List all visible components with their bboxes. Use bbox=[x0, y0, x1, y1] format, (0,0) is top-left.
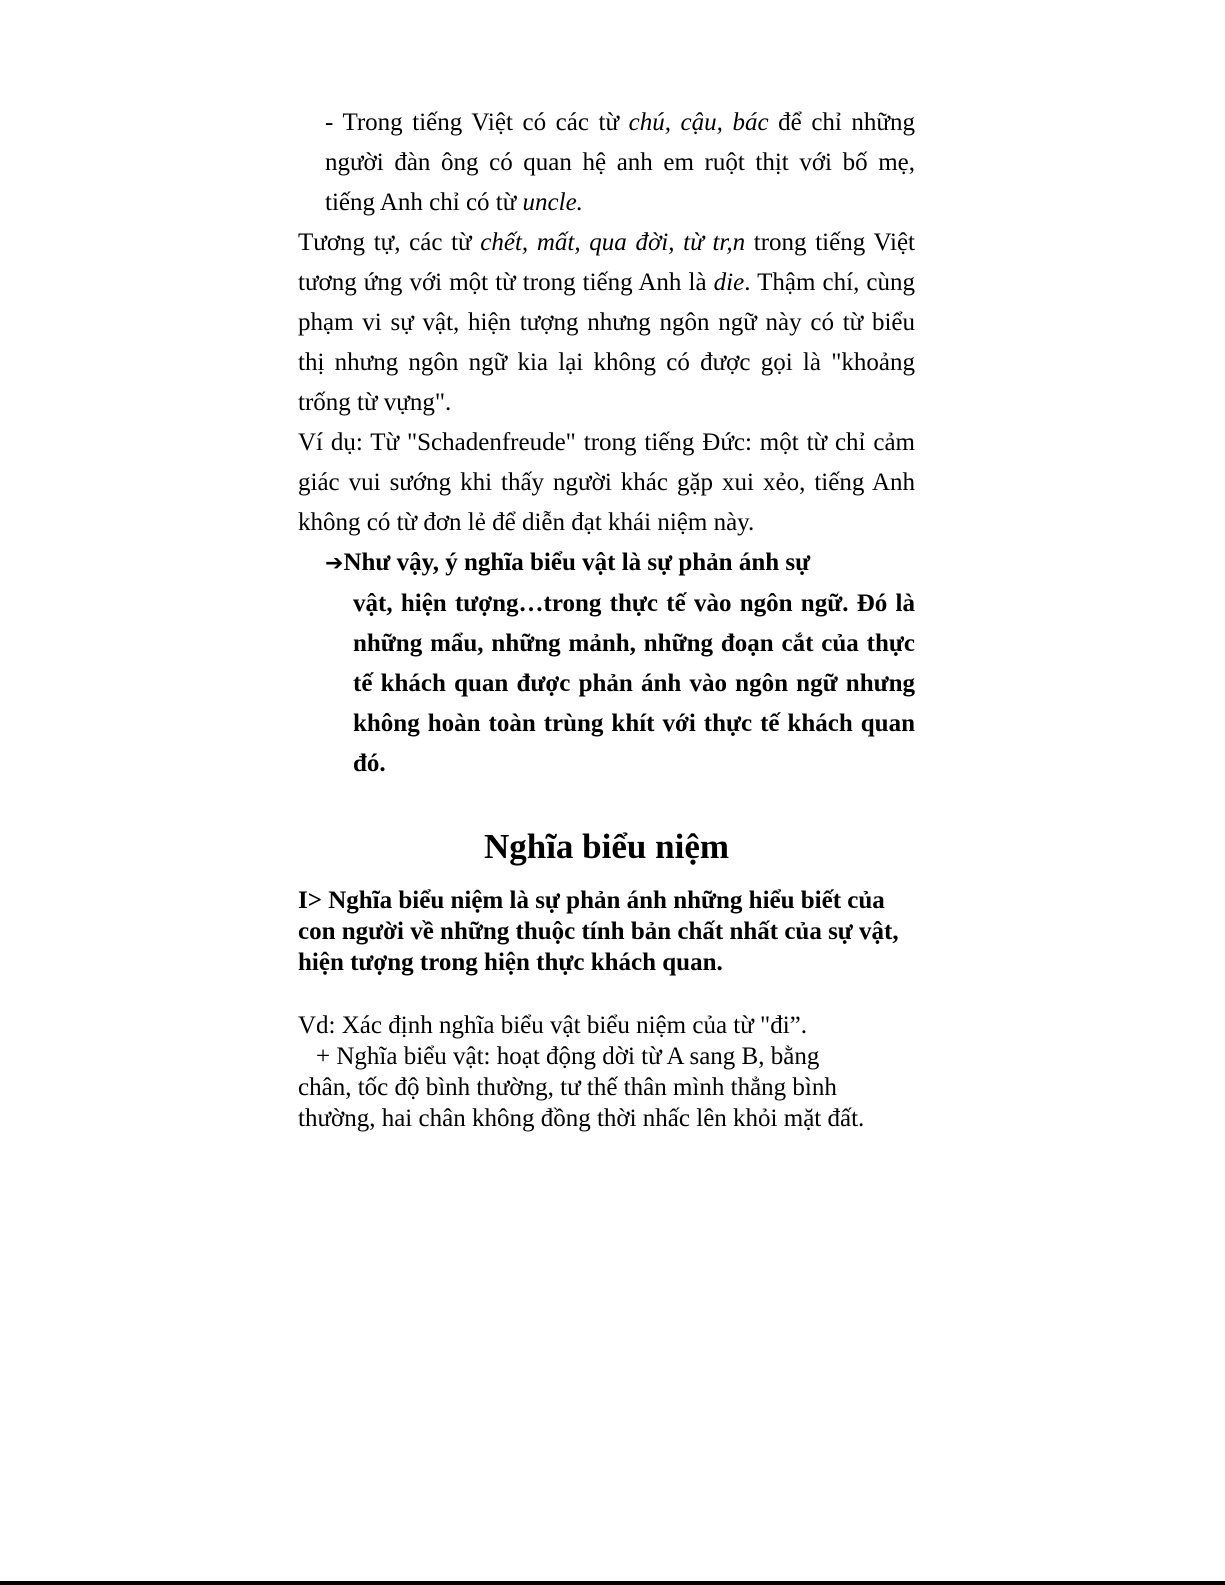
section-title: Nghĩa biểu niệm bbox=[483, 827, 730, 866]
example-line: Vd: Xác định nghĩa biểu vật biểu niệm của từ "đi”. bbox=[298, 1012, 808, 1039]
right-arrow-icon: ➔ bbox=[325, 551, 344, 576]
text: Tương tự, các từ bbox=[298, 229, 481, 256]
conclusion-block bbox=[325, 543, 915, 784]
conclusion-continuation: vật, hiện tượng…trong thực tế vào ngôn ngữ. Đó là những mẩu, những mảnh, những đoạn cắt của thực tế khách quan được phản ánh vào ngôn ngữ nhưng không hoàn toàn trùng khít với thực tế khách quan đó. bbox=[353, 590, 915, 777]
italic-term: die bbox=[713, 269, 745, 296]
example-line: + Nghĩa biểu vật: hoạt động dời từ A sang B, bằng bbox=[316, 1043, 820, 1070]
italic-term: uncle. bbox=[522, 189, 583, 216]
text: . Thậm chí, cùng phạm vi sự vật, hiện tượng nhưng ngôn ngữ này có từ biểu thị nhưng ngôn ngữ kia lại không có được gọi là "khoảng trống từ vựng". bbox=[298, 269, 916, 416]
bullet-paragraph-uncle bbox=[325, 103, 915, 223]
paragraph-example: Ví dụ: Từ "Schadenfreude" trong tiếng Đức: một từ chỉ cảm giác vui sướng khi thấy người khác gặp xui xẻo, tiếng Anh không có từ đơn lẻ để diễn đạt khái niệm này. bbox=[298, 429, 915, 536]
italic-terms: chú, cậu, bác bbox=[628, 109, 769, 136]
example-block bbox=[298, 1010, 915, 1134]
example-line: chân, tốc độ bình thường, tư thế thân mình thẳng bình bbox=[298, 1074, 837, 1101]
text: trong tiếng Việt tương ứng với một từ trong tiếng Anh là bbox=[298, 229, 915, 296]
text: - Trong tiếng Việt có các từ bbox=[325, 109, 629, 136]
italic-terms: chết, mất, qua đời, từ tr,n bbox=[480, 229, 746, 256]
definition-paragraph: I> Nghĩa biểu niệm là sự phản ánh những hiểu biết của con người về những thuộc tính bản chất nhất của sự vật, hiện tượng trong hiện thực khách quan. bbox=[298, 887, 899, 976]
paragraph-similar bbox=[298, 223, 915, 423]
example-line: thường, hai chân không đồng thời nhấc lên khỏi mặt đất. bbox=[298, 1105, 865, 1132]
page-bottom-rule bbox=[0, 1581, 1225, 1585]
conclusion-first-line: Như vậy, ý nghĩa biểu vật là sự phản ánh sự bbox=[343, 549, 811, 576]
text: để chỉ những người đàn ông có quan hệ anh em ruột thịt với bố mẹ, tiếng Anh chỉ có từ bbox=[325, 109, 915, 216]
